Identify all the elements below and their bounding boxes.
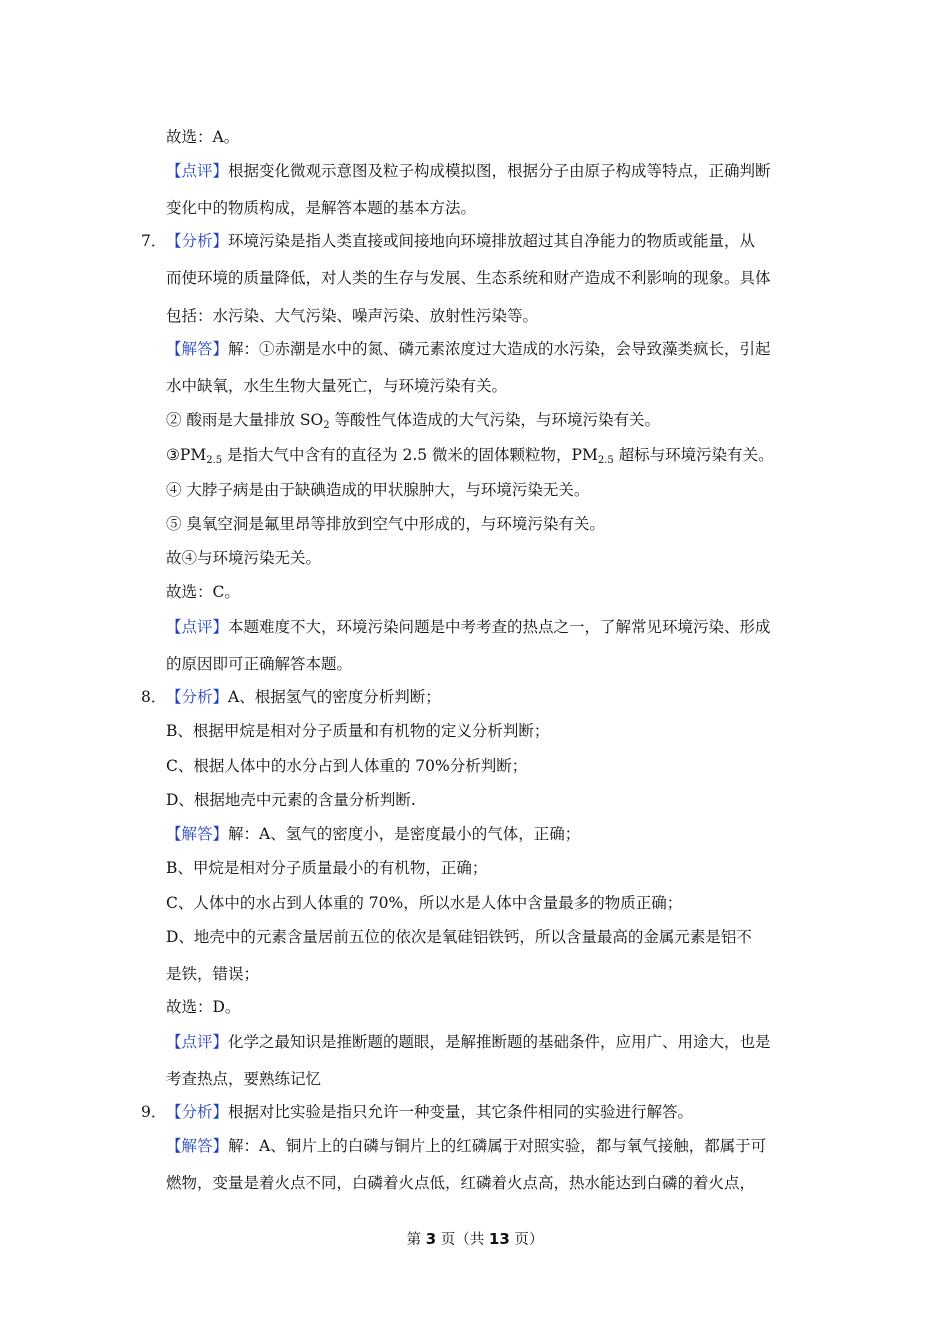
total-page-count: 13 — [488, 1230, 510, 1248]
q7-analysis-cont-1: 而使环境的质量降低，对人类的生存与发展、生态系统和财产造成不利影响的现象。具体 — [166, 269, 771, 287]
analysis-tag: 【分析】 — [166, 232, 229, 250]
q8-answer-b: B、甲烷是相对分子质量最小的有机物，正确； — [166, 859, 488, 877]
q7-item-3: $③PM_{2.5}$ 是指大气中含有的直径为 2.5 微米的固体颗粒物，$PM_{2.5}$ 超标与环境污染有关。 — [166, 446, 774, 466]
q7-answer: 【解答】解：①赤潮是水中的氮、磷元素浓度过大造成的水污染，会导致藻类疯长，引起 — [166, 340, 771, 358]
q8-analysis-c: C、根据人体中的水分占到人体重的 70%分析判断； — [166, 757, 528, 775]
q9-answer: 【解答】解：A、铜片上的白磷与铜片上的红磷属于对照实验，都与氧气接触，都属于可 — [166, 1137, 767, 1155]
comment-tag: 【点评】 — [166, 162, 229, 180]
analysis-tag: 【分析】 — [166, 1103, 229, 1121]
q7-conclusion: 故④与环境污染无关。 — [166, 549, 322, 567]
q7-comment: 【点评】本题难度不大，环境污染问题是中考考查的热点之一，了解常见环境污染、形成 — [166, 618, 771, 636]
q7-comment-cont: 的原因即可正确解答本题。 — [166, 655, 353, 673]
answer-tag: 【解答】 — [166, 1137, 229, 1155]
q8-answer-d-cont: 是铁，错误； — [166, 965, 260, 983]
comment-tag: 【点评】 — [166, 618, 229, 636]
current-page-number: 3 — [425, 1230, 437, 1248]
answer-tag: 【解答】 — [166, 825, 229, 843]
q7-number: 7． — [141, 232, 167, 250]
q9-analysis: 【分析】根据对比实验是指只允许一种变量，其它条件相同的实验进行解答。 — [166, 1103, 694, 1121]
answer-tag: 【解答】 — [166, 340, 229, 358]
q8-choice: 故选：D。 — [166, 998, 241, 1016]
q7-analysis: 【分析】环境污染是指人类直接或间接地向环境排放超过其自净能力的物质或能量，从 — [166, 232, 756, 250]
q8-answer: 【解答】解：A、氢气的密度小，是密度最小的气体，正确； — [166, 825, 581, 843]
q8-comment-cont: 考查热点，要熟练记忆 — [166, 1070, 322, 1088]
q7-item-4: ④ 大脖子病是由于缺碘造成的甲状腺肿大，与环境污染无关。 — [166, 481, 590, 499]
q8-analysis-b: B、根据甲烷是相对分子质量和有机物的定义分析判断； — [166, 722, 550, 740]
q8-analysis-d: D、根据地壳中元素的含量分析判断. — [166, 791, 416, 809]
q8-answer-d: D、地壳中的元素含量居前五位的依次是氧硅铝铁钙，所以含量最高的金属元素是铝不 — [166, 928, 752, 946]
q9-answer-cont: 燃物，变量是着火点不同，白磷着火点低，红磷着火点高，热水能达到白磷的着火点， — [166, 1174, 756, 1192]
q7-answer-cont: 水中缺氧，水生生物大量死亡，与环境污染有关。 — [166, 377, 508, 395]
q9-number: 9． — [141, 1103, 167, 1121]
q8-analysis: 【分析】A、根据氢气的密度分析判断； — [166, 688, 441, 706]
q8-comment: 【点评】化学之最知识是推断题的题眼，是解推断题的基础条件，应用广、用途大，也是 — [166, 1033, 771, 1051]
q7-item-5: ⑤ 臭氧空洞是氟里昂等排放到空气中形成的，与环境污染有关。 — [166, 515, 605, 533]
comment-tag: 【点评】 — [166, 1033, 229, 1051]
q6-comment-cont: 变化中的物质构成，是解答本题的基本方法。 — [166, 199, 477, 217]
q7-choice: 故选：C。 — [166, 583, 240, 601]
q8-number: 8． — [141, 688, 167, 706]
page-footer: 第 3 页（共 13 页） — [406, 1230, 544, 1248]
q7-analysis-cont-2: 包括：水污染、大气污染、噪声污染、放射性污染等。 — [166, 307, 539, 325]
analysis-tag: 【分析】 — [166, 688, 229, 706]
q8-answer-c: C、人体中的水占到人体重的 70%，所以水是人体中含量最多的物质正确； — [166, 894, 683, 912]
q7-item-2: ② 酸雨是大量排放 $SO_2$ 等酸性气体造成的大气污染，与环境污染有关。 — [166, 411, 660, 431]
q6-choice: 故选：A。 — [166, 128, 240, 146]
q6-comment: 【点评】根据变化微观示意图及粒子构成模拟图，根据分子由原子构成等特点，正确判断 — [166, 162, 771, 180]
